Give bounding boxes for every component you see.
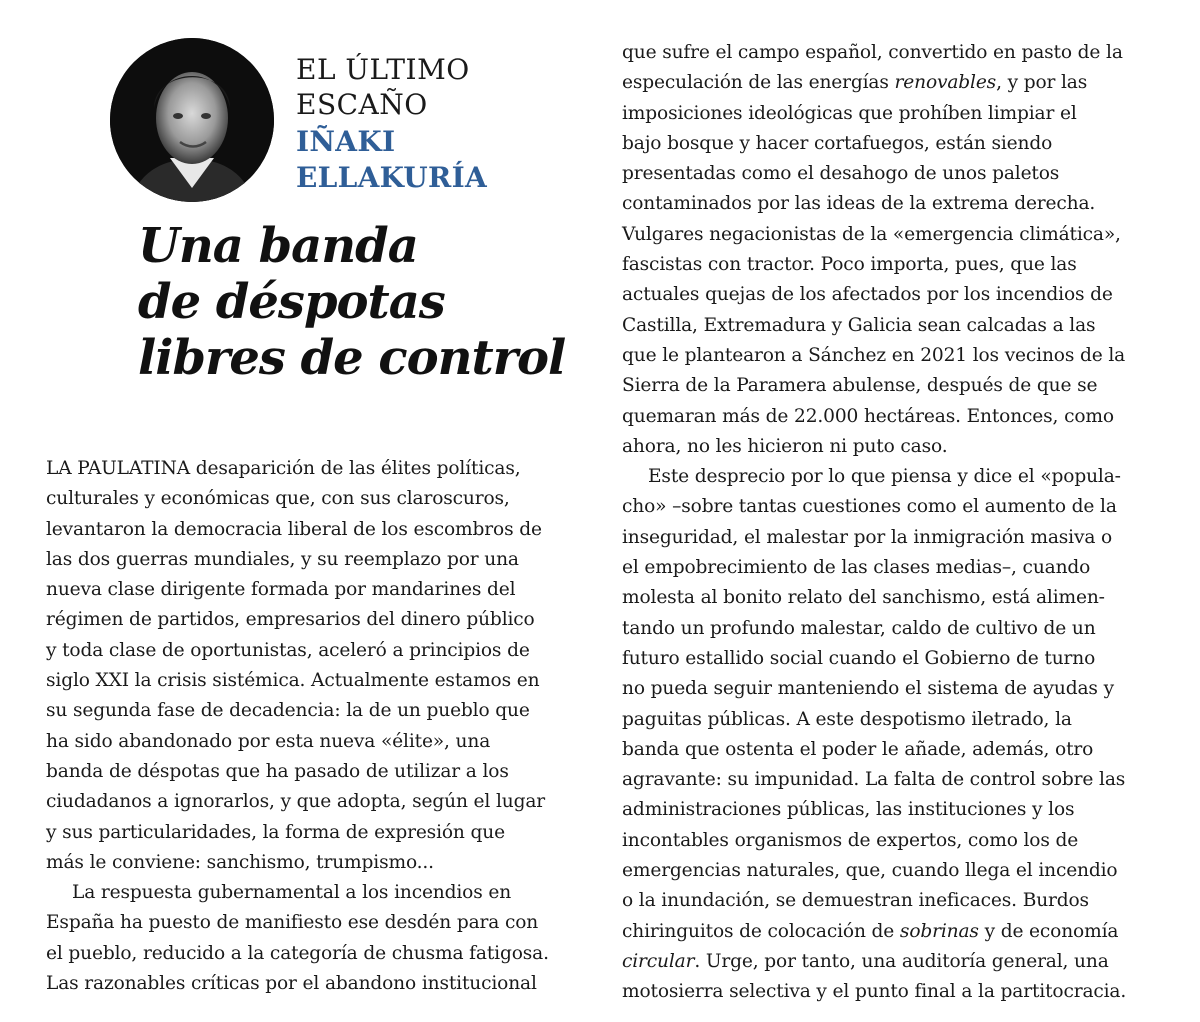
text-line: ha sido abandonado por esta nueva «élite», una bbox=[46, 730, 491, 752]
author-portrait-icon bbox=[110, 38, 274, 202]
text-segment: , y por las bbox=[996, 72, 1088, 94]
right-column bbox=[622, 38, 1174, 1008]
text-segment: y de economía bbox=[978, 920, 1119, 942]
text-line: tando un profundo malestar, caldo de cultivo de un bbox=[622, 617, 1096, 639]
text-line bbox=[622, 917, 1174, 947]
text-line: quemaran más de 22.000 hectáreas. Entonces, como bbox=[622, 405, 1114, 427]
text-line: no pueda seguir manteniendo el sistema de ayudas y bbox=[622, 678, 1114, 700]
section-title-line-2: ESCAÑO bbox=[296, 88, 428, 121]
text-line: nueva clase dirigente formada por mandarines del bbox=[46, 579, 516, 601]
text-line: Castilla, Extremadura y Galicia sean calcadas a las bbox=[622, 314, 1096, 336]
text-line: emergencias naturales, que, cuando llega el incendio bbox=[622, 860, 1118, 882]
text-line: paguitas públicas. A este despotismo iletrado, la bbox=[622, 708, 1072, 730]
headline-line-1: Una banda bbox=[138, 218, 418, 274]
section-title-line-1: EL ÚLTIMO bbox=[296, 53, 470, 86]
text-line: que le plantearon a Sánchez en 2021 los vecinos de la bbox=[622, 344, 1126, 366]
text-line: levantaron la democracia liberal de los escombros de bbox=[46, 518, 542, 540]
text-line: molesta al bonito relato del sanchismo, está alimen- bbox=[622, 587, 1105, 609]
text-segment: especulación de las energías bbox=[622, 72, 895, 94]
text-segment: . Urge, por tanto, una auditoría general, una bbox=[694, 950, 1109, 972]
text-line: Las razonables críticas por el abandono institucional bbox=[46, 973, 537, 995]
text-line: LA PAULATINA desaparición de las élites políticas, bbox=[46, 458, 521, 479]
text-line: España ha puesto de manifiesto ese desdén para con bbox=[46, 912, 539, 934]
text-line: su segunda fase de decadencia: la de un pueblo que bbox=[46, 700, 530, 722]
text-emphasis: sobrinas bbox=[899, 920, 979, 942]
text-line: o la inundación, se demuestran ineficaces. Burdos bbox=[622, 890, 1089, 912]
text-line: presentadas como el desahogo de unos paletos bbox=[622, 163, 1060, 185]
text-line: ahora, no les hicieron ni puto caso. bbox=[622, 435, 948, 457]
author-name bbox=[296, 124, 487, 196]
text-line: motosierra selectiva y el punto final a la partitocracia. bbox=[622, 981, 1127, 1003]
text-line: agravante: su impunidad. La falta de control sobre las bbox=[622, 769, 1126, 791]
text-line: siglo XXI la crisis sistémica. Actualmente estamos en bbox=[46, 670, 540, 692]
text-line: administraciones públicas, las instituciones y los bbox=[622, 799, 1075, 821]
text-line: futuro estallido social cuando el Gobierno de turno bbox=[622, 647, 1096, 669]
text-line: Este desprecio por lo que piensa y dice el «popula- bbox=[648, 466, 1121, 488]
text-line: el pueblo, reducido a la categoría de chusma fatigosa. bbox=[46, 942, 549, 964]
text-line: ciudadanos a ignorarlos, y que adopta, según el lugar bbox=[46, 791, 546, 813]
text-segment: chiringuitos de colocación de bbox=[622, 920, 900, 942]
text-line: y toda clase de oportunistas, aceleró a principios de bbox=[46, 639, 530, 661]
text-line: bajo bosque y hacer cortafuegos, están siendo bbox=[622, 132, 1053, 154]
text-line: actuales quejas de los afectados por los incendios de bbox=[622, 284, 1113, 306]
author-photo bbox=[110, 38, 274, 202]
text-line: fascistas con tractor. Poco importa, pues, que las bbox=[622, 254, 1077, 276]
text-line: que sufre el campo español, convertido en pasto de la bbox=[622, 42, 1123, 63]
text-line: cho» –sobre tantas cuestiones como el aumento de la bbox=[622, 496, 1117, 518]
text-line: banda de déspotas que ha pasado de utilizar a los bbox=[46, 760, 509, 782]
text-line: régimen de partidos, empresarios del dinero público bbox=[46, 609, 535, 631]
text-line: banda que ostenta el poder le añade, además, otro bbox=[622, 738, 1094, 760]
text-emphasis: renovables bbox=[894, 72, 997, 94]
text-line: las dos guerras mundiales, y su reemplazo por una bbox=[46, 548, 519, 570]
text-line: imposiciones ideológicas que prohíben limpiar el bbox=[622, 102, 1077, 124]
text-line: culturales y económicas que, con sus claroscuros, bbox=[46, 488, 510, 510]
text-line: Sierra de la Paramera abulense, después de que se bbox=[622, 375, 1098, 397]
text-line: Vulgares negacionistas de la «emergencia climática», bbox=[622, 223, 1121, 245]
left-column bbox=[46, 454, 586, 999]
text-line: incontables organismos de expertos, como los de bbox=[622, 829, 1079, 851]
text-line bbox=[622, 947, 1174, 977]
text-line: más le conviene: sanchismo, trumpismo... bbox=[46, 851, 434, 873]
column-section-title bbox=[296, 52, 470, 122]
text-line: La respuesta gubernamental a los incendios en bbox=[72, 882, 512, 904]
author-first-name: IÑAKI bbox=[296, 125, 396, 158]
text-line: y sus particularidades, la forma de expresión que bbox=[46, 821, 505, 843]
text-emphasis: circular bbox=[622, 950, 695, 972]
text-line bbox=[622, 68, 1174, 98]
author-last-name: ELLAKURÍA bbox=[296, 161, 487, 194]
headline-line-2: de déspotas bbox=[138, 274, 445, 330]
text-line: contaminados por las ideas de la extrema derecha. bbox=[622, 193, 1096, 215]
headline bbox=[138, 218, 565, 386]
text-line: inseguridad, el malestar por la inmigración masiva o bbox=[622, 526, 1113, 548]
text-line: el empobrecimiento de las clases medias–, cuando bbox=[622, 557, 1091, 579]
headline-line-3: libres de control bbox=[138, 330, 566, 386]
